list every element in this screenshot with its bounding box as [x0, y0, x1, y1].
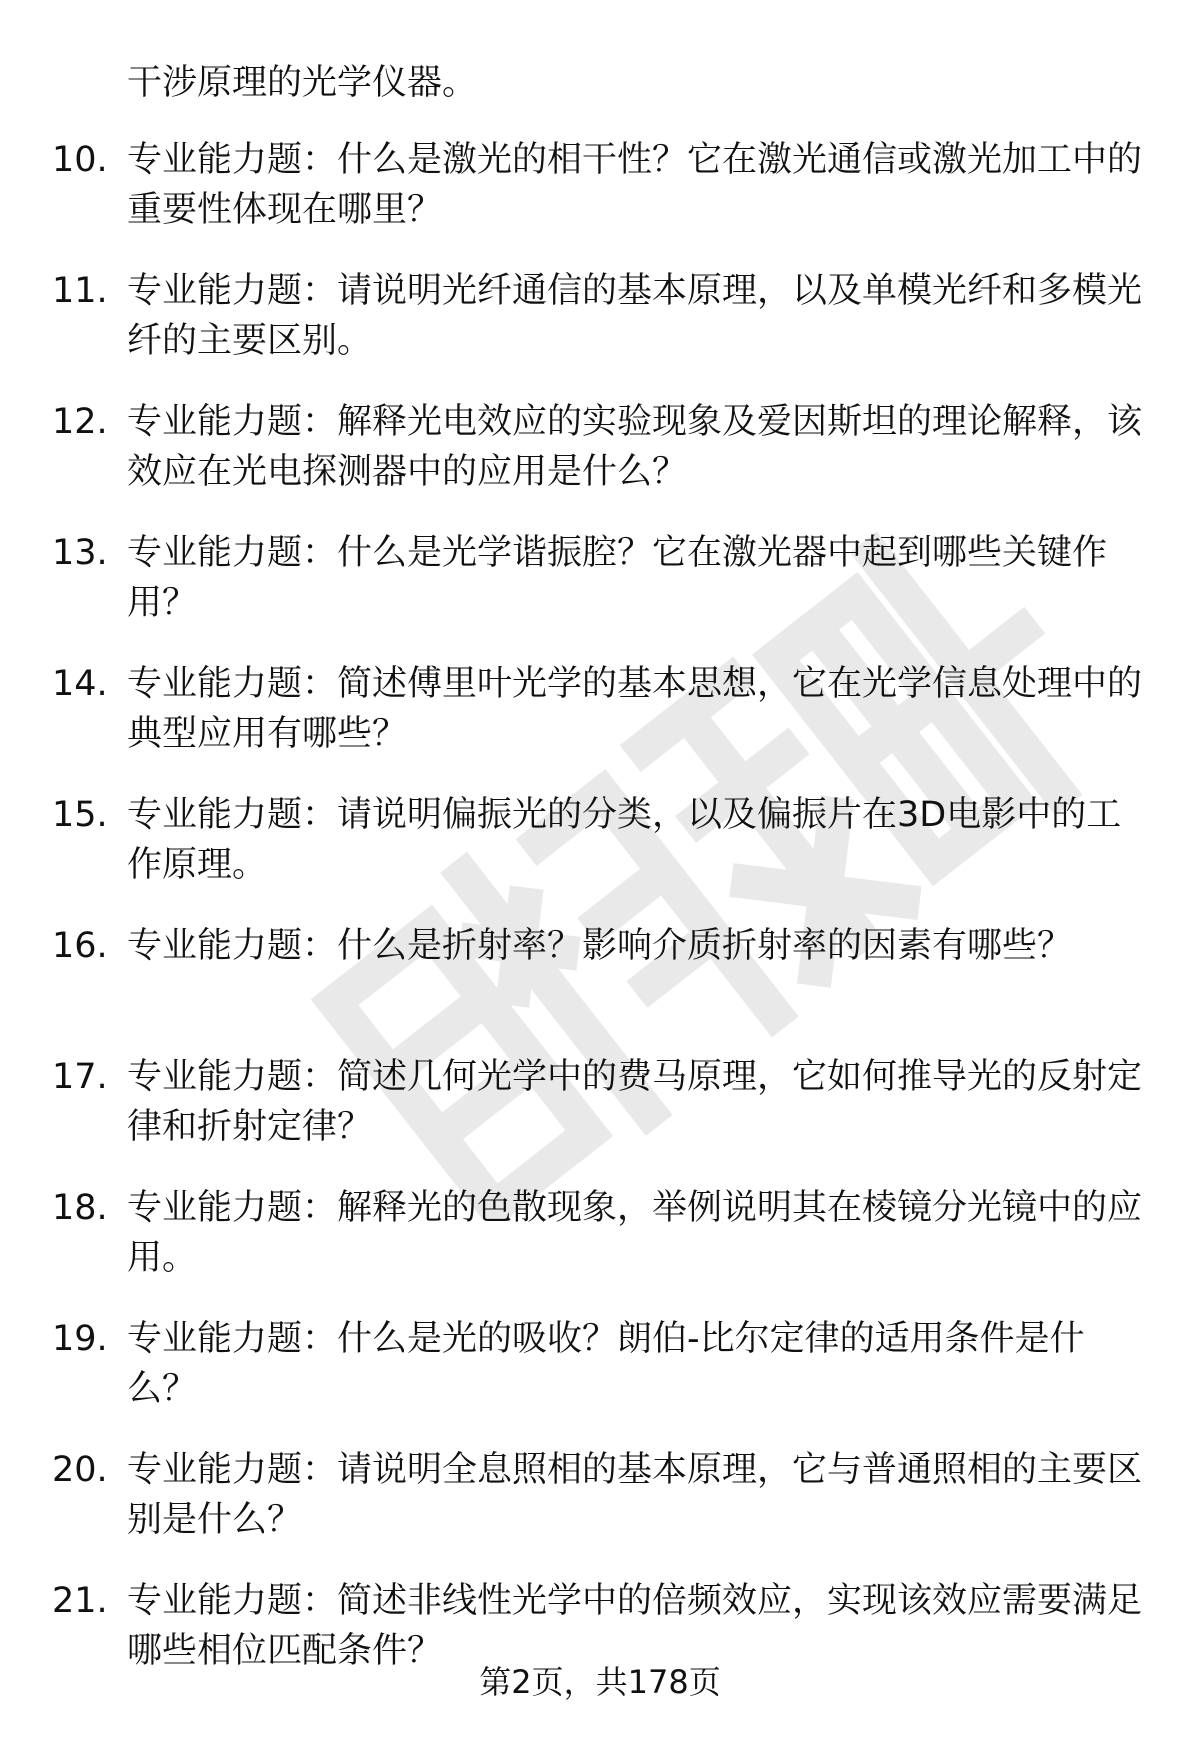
- list-item: [0, 790, 1200, 921]
- question-number: 11.: [52, 271, 108, 311]
- question-text: 专业能力题：解释光电效应的实验现象及爱因斯坦的理论解释，该效应在光电探测器中的应用是什么？: [127, 402, 1143, 492]
- list-item: [0, 135, 1200, 266]
- question-text: 专业能力题：什么是光的吸收？朗伯-比尔定律的适用条件是什么？: [127, 1319, 1085, 1409]
- question-text: 专业能力题：请说明全息照相的基本原理，它与普通照相的主要区别是什么？: [127, 1450, 1143, 1540]
- question-list: [0, 135, 1200, 1707]
- list-item: [0, 1052, 1200, 1183]
- question-number: 15.: [52, 795, 108, 835]
- question-number: 13.: [52, 533, 108, 573]
- question-number: 14.: [52, 664, 108, 704]
- question-text: 专业能力题：什么是光学谐振腔？它在激光器中起到哪些关键作用？: [127, 533, 1108, 623]
- question-number: 20.: [52, 1450, 108, 1490]
- question-number: 10.: [52, 140, 108, 180]
- question-number: 18.: [52, 1188, 108, 1228]
- question-text: 专业能力题：什么是激光的相干性？它在激光通信或激光加工中的重要性体现在哪里？: [127, 140, 1143, 230]
- list-item: [0, 1445, 1200, 1576]
- question-number: 16.: [52, 926, 108, 966]
- question-number: 21.: [52, 1581, 108, 1621]
- list-item: [0, 659, 1200, 790]
- question-text: 专业能力题：简述非线性光学中的倍频效应，实现该效应需要满足哪些相位匹配条件？: [127, 1581, 1143, 1671]
- question-text: 专业能力题：什么是折射率？影响介质折射率的因素有哪些？: [127, 926, 1073, 966]
- page-footer: 第2页，共178页: [479, 1663, 721, 1701]
- list-item: [0, 1183, 1200, 1314]
- question-text: 专业能力题：解释光的色散现象，举例说明其在棱镜分光镜中的应用。: [127, 1188, 1143, 1278]
- question-number: 19.: [52, 1319, 108, 1359]
- question-text: 专业能力题：简述几何光学中的费马原理，它如何推导光的反射定律和折射定律？: [127, 1057, 1143, 1147]
- list-item: [0, 397, 1200, 528]
- question-text: 专业能力题：请说明光纤通信的基本原理，以及单模光纤和多模光纤的主要区别。: [127, 271, 1143, 361]
- list-item: [0, 266, 1200, 397]
- question-number: 12.: [52, 402, 108, 442]
- list-item: [0, 528, 1200, 659]
- question-text: 专业能力题：请说明偏振光的分类，以及偏振片在3D电影中的工作原理。: [127, 795, 1122, 885]
- question-text: 专业能力题：简述傅里叶光学的基本思想，它在光学信息处理中的典型应用有哪些？: [127, 664, 1143, 754]
- continued-question-text: 干涉原理的光学仪器。: [127, 63, 478, 103]
- question-number: 17.: [52, 1057, 108, 1097]
- list-item: [0, 1314, 1200, 1445]
- list-item: [0, 921, 1200, 1052]
